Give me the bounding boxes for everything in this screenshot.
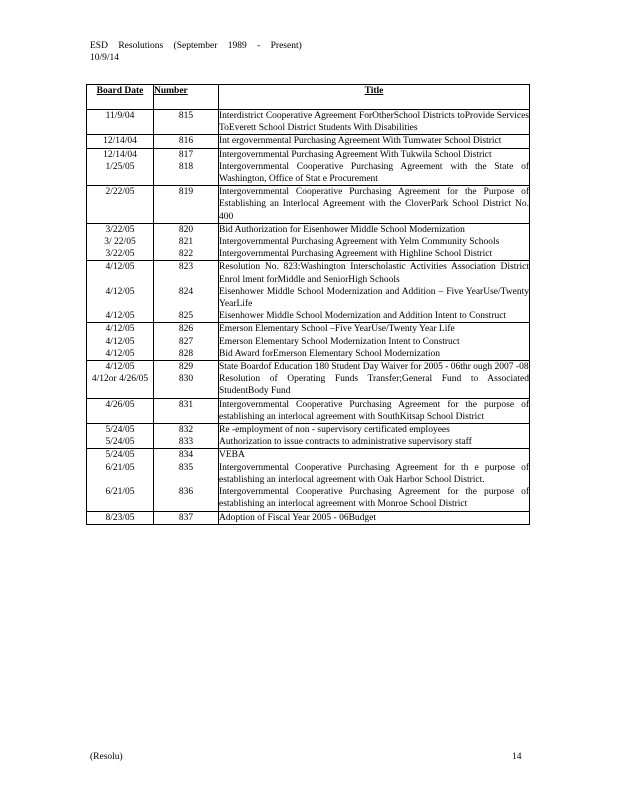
resolution-title: Bid Authorization for Eisenhower Middle School Modernization	[219, 224, 465, 235]
board-date-cell	[87, 511, 154, 524]
board-date-cell	[87, 223, 154, 261]
resolution-date: 6/21/05	[105, 487, 135, 498]
resolution-title: Intergovernmental Purchasing Agreement with Yelm Community Schools	[219, 237, 500, 248]
table-row	[87, 110, 530, 135]
title-cell	[219, 223, 530, 261]
resolution-date: 8/23/05	[105, 512, 135, 523]
resolution-date: 5/24/05	[105, 437, 135, 448]
table-row	[87, 135, 530, 148]
board-date-cell	[87, 323, 154, 361]
resolution-title: Intergovernmental Cooperative Purchasing Agreement for th e purpose of establishing an interlocal agreement with Oak Harbor School District.	[219, 462, 529, 485]
resolution-number: 829	[178, 362, 194, 373]
col-header-number: Number	[154, 85, 219, 110]
resolution-title: Emerson Elementary School Modernization Intent to Construct	[219, 336, 460, 347]
resolution-number: 832	[178, 425, 194, 436]
resolution-number: 821	[178, 237, 194, 248]
resolution-title: Intergovernmental Cooperative Purchasing Agreement for the Purpose of Establishing an Interlocal Agreement with the CloverPark School District No. 400	[219, 187, 529, 222]
header-title: ESD Resolutions (September 1989 - Present)	[90, 41, 302, 51]
resolution-date: 4/12/05	[105, 286, 135, 297]
number-cell	[154, 361, 219, 399]
number-cell	[154, 223, 219, 261]
resolution-date: 3/22/05	[105, 224, 135, 235]
resolution-number: 833	[178, 437, 194, 448]
resolution-title: Resolution of Operating Funds Transfer;General Fund to Associated StudentBody Fund	[219, 374, 529, 397]
resolution-date: 4/12/05	[105, 324, 135, 335]
resolution-date: 5/24/05	[105, 425, 135, 436]
title-cell	[219, 110, 530, 135]
resolution-date: 11/9/04	[105, 111, 135, 121]
board-date-cell	[87, 135, 154, 148]
table-row	[87, 511, 530, 524]
resolution-date: 4/12/05	[105, 262, 135, 273]
resolution-title: Intergovernmental Cooperative Purchasing Agreement for the purpose of establishing an interlocal agreement with SouthKitsap School District	[219, 399, 529, 422]
resolution-date: 1/25/05	[105, 161, 135, 172]
board-date-cell	[87, 424, 154, 449]
title-cell	[219, 135, 530, 148]
title-cell	[219, 261, 530, 323]
resolution-title: Resolution No. 823:Washington Interscholastic Activities Association District Enrol lment forMiddle and SeniorHigh Schools	[219, 262, 529, 285]
resolution-title: Intergovernmental Purchasing Agreement with Highline School District	[219, 249, 493, 260]
resolution-date: 4/12/05	[105, 348, 135, 359]
title-cell	[219, 424, 530, 449]
title-cell	[219, 449, 530, 511]
footer-label: (Resolu)	[90, 752, 123, 762]
table-row	[87, 148, 530, 186]
title-cell	[219, 186, 530, 224]
number-cell	[154, 323, 219, 361]
number-cell	[154, 110, 219, 135]
number-cell	[154, 186, 219, 224]
resolution-title: State Boardof Education 180 Student Day Waiver for 2005 - 06thr ough 2007 -08	[219, 362, 529, 373]
title-cell	[219, 361, 530, 399]
resolution-title: Authorization to issue contracts to administrative supervisory staff	[219, 437, 472, 448]
resolution-number: 823	[178, 262, 194, 273]
col-header-title: Title	[219, 85, 530, 110]
resolution-title: Eisenhower Middle School Modernization and Addition Intent to Construct	[219, 311, 507, 322]
board-date-cell	[87, 361, 154, 399]
board-date-cell	[87, 148, 154, 186]
number-cell	[154, 148, 219, 186]
resolution-date: 4/12or 4/26/05	[91, 374, 149, 385]
resolution-date: 5/24/05	[105, 450, 135, 461]
resolution-title: Adoption of Fiscal Year 2005 - 06Budget	[219, 512, 377, 523]
resolution-title: Int ergovernmental Purchasing Agreement With Tumwater School District	[219, 136, 502, 147]
resolution-number: 834	[178, 450, 194, 461]
table-row	[87, 449, 530, 511]
number-cell	[154, 261, 219, 323]
resolution-number: 820	[178, 224, 194, 235]
header-date: 10/9/14	[90, 53, 120, 63]
resolution-number: 830	[178, 374, 194, 385]
resolution-number: 835	[178, 462, 194, 473]
resolution-number: 831	[178, 399, 194, 410]
board-date-cell	[87, 449, 154, 511]
resolution-number: 816	[178, 136, 194, 147]
resolution-title: VEBA	[219, 450, 245, 461]
resolution-number: 824	[178, 286, 194, 297]
resolution-title: Intergovernmental Purchasing Agreement With Tukwila School District	[219, 149, 492, 160]
resolution-title: Bid Award forEmerson Elementary School Modernization	[219, 348, 441, 359]
resolution-date: 12/14/04	[103, 149, 137, 160]
board-date-cell	[87, 261, 154, 323]
table-header-row	[87, 85, 530, 110]
title-cell	[219, 148, 530, 186]
resolution-number: 828	[178, 348, 194, 359]
resolution-title: Intergovernmental Cooperative Purchasing Agreement for the purpose of establishing an interlocal agreement with Monroe School District	[219, 487, 529, 510]
table-row	[87, 186, 530, 224]
resolution-number: 822	[178, 249, 194, 260]
title-cell	[219, 323, 530, 361]
number-cell	[154, 135, 219, 148]
resolution-date: 4/12/05	[105, 336, 135, 347]
resolution-date: 12/14/04	[103, 136, 137, 147]
resolution-title: Intergovernmental Cooperative Purchasing Agreement with the State of Washington, Office of Stat e Procurement	[219, 161, 529, 185]
title-cell	[219, 398, 530, 423]
resolutions-table	[86, 84, 530, 525]
resolution-date: 4/12/05	[105, 311, 135, 322]
number-cell	[154, 424, 219, 449]
table-row	[87, 323, 530, 361]
table-row	[87, 223, 530, 261]
title-cell	[219, 511, 530, 524]
col-header-date: Board Date	[87, 85, 154, 110]
table-row	[87, 398, 530, 423]
resolution-number: 818	[178, 161, 194, 172]
number-cell	[154, 449, 219, 511]
resolution-number: 827	[178, 336, 194, 347]
resolution-date: 2/22/05	[105, 187, 135, 198]
resolution-title: Eisenhower Middle School Modernization and Addition – Five YearUse/Twenty YearLife	[219, 286, 529, 310]
table-row	[87, 424, 530, 449]
page-number: 14	[512, 752, 522, 762]
table-row	[87, 261, 530, 323]
resolution-number: 817	[178, 149, 194, 160]
resolution-number: 837	[178, 512, 194, 523]
resolution-date: 3/22/05	[105, 249, 135, 260]
resolution-date: 6/21/05	[105, 462, 135, 473]
board-date-cell	[87, 186, 154, 224]
resolution-number: 815	[178, 111, 194, 121]
resolution-date: 4/26/05	[105, 399, 135, 410]
resolution-date: 3/ 22/05	[104, 237, 136, 248]
resolution-number: 826	[178, 324, 194, 335]
resolution-title: Interdistrict Cooperative Agreement ForOtherSchool Districts toProvide Services ToEverett School District Students With Disabilities	[219, 111, 529, 134]
resolution-number: 825	[178, 311, 194, 322]
resolution-date: 4/12/05	[105, 362, 135, 373]
resolution-number: 836	[178, 487, 194, 498]
page-header	[90, 40, 302, 64]
table-row	[87, 361, 530, 399]
number-cell	[154, 398, 219, 423]
board-date-cell	[87, 110, 154, 135]
number-cell	[154, 511, 219, 524]
resolution-title: Emerson Elementary School –Five YearUse/Twenty Year Life	[219, 324, 455, 335]
board-date-cell	[87, 398, 154, 423]
table-body	[87, 110, 530, 525]
resolution-title: Re -employment of non - supervisory certificated employees	[219, 425, 450, 436]
resolution-number: 819	[178, 187, 194, 198]
